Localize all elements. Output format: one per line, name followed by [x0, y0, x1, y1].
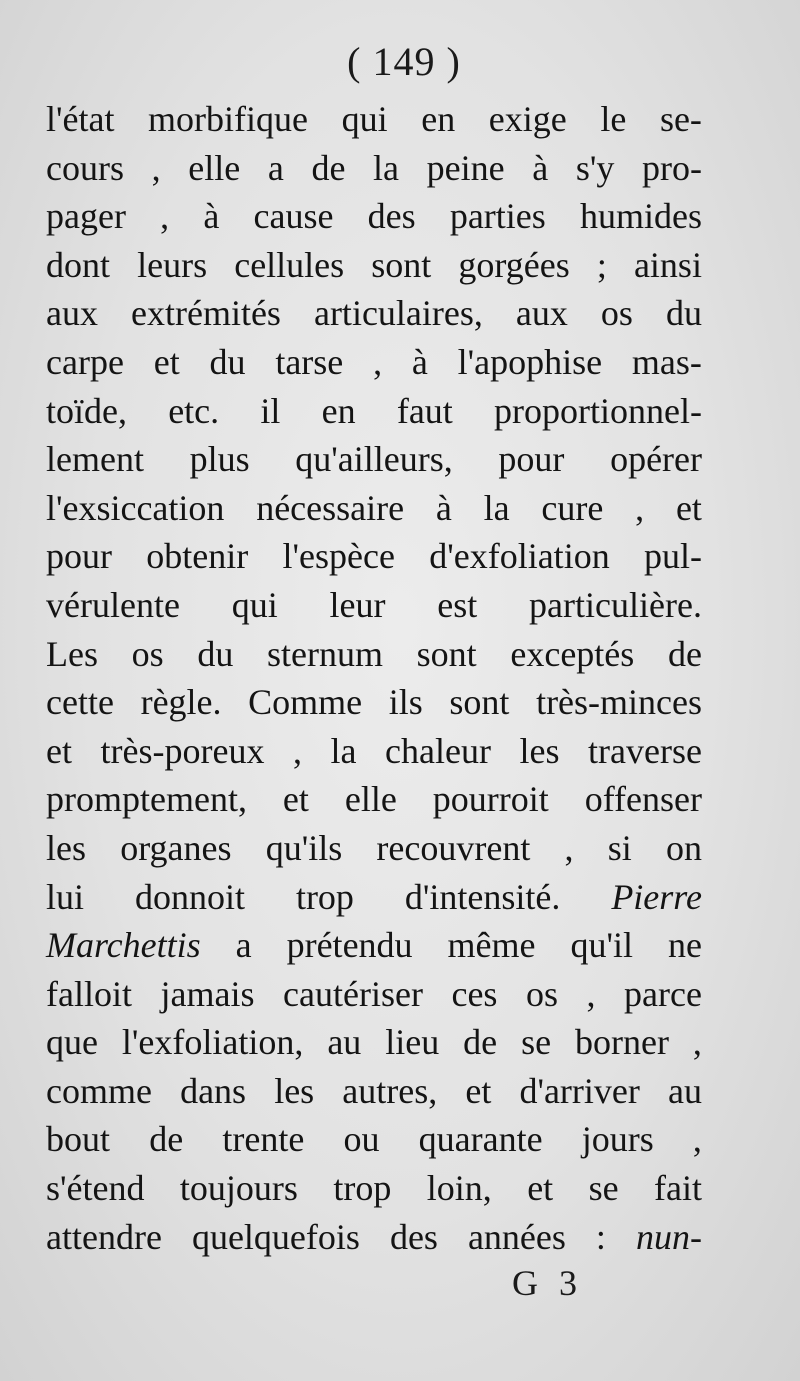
word: les [274, 1070, 315, 1111]
word: et [675, 487, 702, 528]
word: pour [46, 536, 112, 577]
text-line [46, 289, 702, 338]
word: , [292, 730, 302, 771]
word: l'exsiccation [46, 487, 225, 528]
word: d'exfoliation [429, 536, 610, 577]
word: à [435, 487, 452, 528]
word: os [600, 293, 633, 334]
word: quarante [418, 1119, 543, 1160]
word: opérer [610, 439, 702, 480]
word: prétendu [286, 925, 413, 966]
word: Les [46, 633, 98, 674]
word: du [209, 341, 246, 382]
word: os [525, 973, 558, 1014]
word: pager [46, 196, 126, 237]
word: aux [46, 293, 98, 334]
word: tarse [275, 341, 344, 382]
word: à [532, 147, 549, 188]
word: qu'il [570, 925, 633, 966]
word: peine [426, 147, 505, 188]
word: , [151, 147, 161, 188]
word: sont [371, 244, 432, 285]
word: offenser [584, 779, 702, 820]
word: toïde, [46, 390, 127, 431]
word: et [527, 1168, 554, 1209]
word: cours [46, 147, 124, 188]
word: autres, [342, 1070, 438, 1111]
word: articulaires, [313, 293, 483, 334]
word: : [595, 1216, 606, 1257]
word: à [411, 341, 428, 382]
word: pourroit [432, 779, 549, 820]
word: et [282, 779, 309, 820]
word: cautériser [283, 973, 423, 1014]
word: est [437, 584, 478, 625]
word: qu'ailleurs, [295, 439, 453, 480]
word: sont [416, 633, 477, 674]
word: cette [46, 682, 114, 723]
word: les [46, 827, 86, 868]
word: il [260, 390, 281, 431]
text-line [46, 192, 702, 241]
word: falloit [46, 973, 132, 1014]
word: de [667, 633, 702, 674]
word: on [665, 827, 702, 868]
word: humides [579, 196, 702, 237]
word: exige [488, 99, 567, 139]
word: proportionnel- [494, 390, 702, 431]
word: os [131, 633, 164, 674]
word: trop [333, 1168, 392, 1209]
text-line [46, 387, 702, 436]
word: chaleur [385, 730, 491, 771]
word: donnoit [134, 876, 245, 917]
word: l'état [46, 99, 115, 139]
word: s'y [575, 147, 615, 188]
word: l'exfoliation, [121, 1022, 304, 1063]
word: , [586, 973, 596, 1014]
word: cellules [234, 244, 345, 285]
word: sont [449, 682, 510, 723]
word: ces [451, 973, 498, 1014]
word: cause [253, 196, 334, 237]
word: se [588, 1168, 619, 1209]
word: plus [189, 439, 250, 480]
text-line [46, 1115, 702, 1164]
word: leurs [137, 244, 208, 285]
word: exceptés [510, 633, 635, 674]
word: et [153, 341, 180, 382]
word: en [321, 390, 356, 431]
word: aux [515, 293, 568, 334]
word: de [149, 1119, 184, 1160]
text-line [46, 824, 702, 873]
word: dont [46, 244, 111, 285]
word: à [203, 196, 220, 237]
text-line [46, 241, 702, 290]
word: du [197, 633, 234, 674]
word: pro- [641, 147, 702, 188]
text-line [46, 144, 702, 193]
word: , [564, 827, 574, 868]
word: quelquefois [191, 1216, 360, 1257]
word: dans [180, 1070, 247, 1111]
signature-mark: G 3 [512, 1263, 583, 1303]
word: des [389, 1216, 438, 1257]
text-line [46, 775, 702, 824]
italic-name: Pierre [611, 876, 702, 917]
text-line [46, 1164, 702, 1213]
text-line [46, 921, 702, 970]
word: en [421, 99, 456, 139]
word: d'intensité. [404, 876, 561, 917]
word: Comme [248, 682, 363, 723]
word: etc. [168, 390, 220, 431]
word: jours [581, 1119, 654, 1160]
word: que [46, 1022, 98, 1063]
word: lieu [385, 1022, 440, 1063]
word: mas- [631, 341, 702, 382]
word: lui [46, 876, 85, 917]
word: ; [596, 244, 607, 285]
word: a [235, 925, 252, 966]
word: qu'ils [265, 827, 343, 868]
word: ou [343, 1119, 380, 1160]
word: d'arriver [519, 1070, 640, 1111]
text-line [46, 630, 702, 679]
word: recouvrent [376, 827, 531, 868]
word: morbifique [148, 99, 309, 139]
word: se [521, 1022, 552, 1063]
word: l'apophise [457, 341, 603, 382]
word: comme [46, 1070, 152, 1111]
text-line [46, 1018, 702, 1067]
word: pour [498, 439, 565, 480]
word: jamais [160, 973, 255, 1014]
word: très-minces [536, 682, 702, 723]
word: loin, [426, 1168, 492, 1209]
word: des [367, 196, 416, 237]
word: s'étend [46, 1168, 145, 1209]
word: faut [396, 390, 453, 431]
word: même [447, 925, 536, 966]
word: pul- [643, 536, 702, 577]
word: parties [449, 196, 546, 237]
word: promptement, [46, 779, 247, 820]
text-line [46, 581, 702, 630]
text-line [46, 1213, 702, 1262]
word: gorgées [458, 244, 570, 285]
word: règle. [140, 682, 222, 723]
word: très-poreux [100, 730, 265, 771]
word: la [373, 147, 400, 188]
word: de [311, 147, 346, 188]
text-line [46, 338, 702, 387]
word: , [635, 487, 645, 528]
word: au [327, 1022, 362, 1063]
word: obtenir [146, 536, 249, 577]
word: les [519, 730, 560, 771]
word: et [46, 730, 72, 771]
word: toujours [179, 1168, 298, 1209]
word: cure [541, 487, 604, 528]
italic-name: Marchettis [46, 925, 201, 966]
word: elle [344, 779, 397, 820]
text-line [46, 435, 702, 484]
word: et [465, 1070, 492, 1111]
word: , [160, 196, 170, 237]
word: qui [231, 584, 278, 625]
word: la [483, 487, 510, 528]
page-number: ( 149 ) [347, 39, 461, 84]
word: elle [188, 147, 241, 188]
word: lement [46, 439, 144, 480]
word: , [692, 1119, 702, 1160]
word: ainsi [633, 244, 702, 285]
word: organes [120, 827, 232, 868]
word: vérulente [46, 584, 180, 625]
word: traverse [588, 730, 702, 771]
text-line [46, 873, 702, 922]
word: années [467, 1216, 566, 1257]
word: borner [575, 1022, 669, 1063]
word: , [692, 1022, 702, 1063]
word: extrémités [131, 293, 281, 334]
text-line [46, 970, 702, 1019]
word: se- [659, 99, 702, 139]
text-line [46, 484, 702, 533]
word: trente [222, 1119, 305, 1160]
word: carpe [46, 341, 124, 382]
word: leur [329, 584, 386, 625]
word: parce [624, 973, 702, 1014]
word: ils [388, 682, 423, 723]
text-line [46, 532, 702, 581]
word: si [607, 827, 632, 868]
word: du [665, 293, 702, 334]
word: trop [295, 876, 354, 917]
word: la [330, 730, 357, 771]
word: bout [46, 1119, 111, 1160]
word: de [463, 1022, 498, 1063]
body-text [46, 95, 702, 1261]
text-line [46, 95, 702, 144]
word: , [373, 341, 383, 382]
italic-word: nun- [635, 1216, 702, 1257]
word: ne [667, 925, 702, 966]
word: nécessaire [256, 487, 405, 528]
text-line [46, 678, 702, 727]
word: le [600, 99, 627, 139]
word: qui [341, 99, 388, 139]
word: particulière. [529, 584, 702, 625]
word: l'espèce [282, 536, 395, 577]
text-line [46, 1067, 702, 1116]
word: fait [654, 1168, 702, 1209]
word: au [668, 1070, 702, 1111]
word: attendre [46, 1216, 162, 1257]
word: sternum [267, 633, 383, 674]
word: a [267, 147, 284, 188]
text-line [46, 727, 702, 776]
